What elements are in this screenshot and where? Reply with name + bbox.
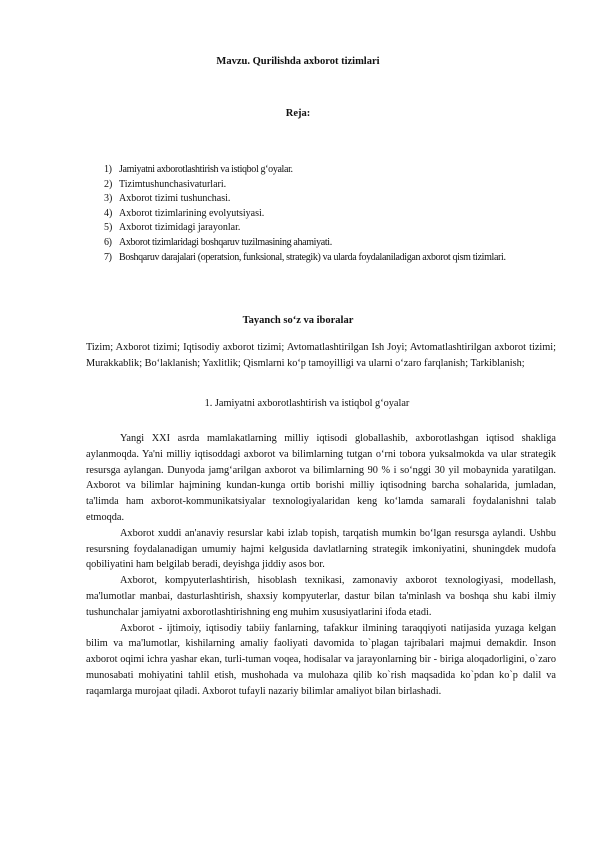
plan-item-text: Tizimtushunchasivaturlari. xyxy=(119,178,227,190)
plan-item xyxy=(104,207,556,222)
plan-item-text: Axborot tizimlarining evolyutsiyasi. xyxy=(119,207,265,219)
paragraph: Yangi XXI asrda mamlakatlarning milliy iqtisodi globallashib, axborotlashgan iqtisod shakliga aylanmoqda. Ya'ni milliy iqtisoddagi axborot va bilimlarning tutgan o‘rni tobora yuksalmokda va ular strategik resursga aylangan. Dunyoda jamg‘arilgan axborot va bilimlarning 90 % i so‘nggi 30 yil mobaynida yaratilgan. Axborot va bilimlar hajmining kundan-kunga ortib borishi milliy iqtisodning barcha sohalarida, jumladan, ta'limda ham axborot-kommunikatsiyalar texnologiyalaridan keng ko‘lamda samarali foydalanishni talab etmoqda. xyxy=(86,433,556,523)
paragraph: Axborot - ijtimoiy, iqtisodiy tabiiy fanlarning, tafakkur ilmining taraqqiyoti natijasida yuzaga kelgan bilim va ma'lumotlar, kishilarning amaliy faoliyati davomida to`plagan tajribalari majmui demakdir. Inson axborot oqimi ichra yashar ekan, turli-tuman voqea, hodisalar va jarayonlarning bir - biriga aloqadorligini, o`zaro munosabati mohiyatini tahlil etish, mushohada va mulohaza qilib ko`rish maqsadida ko`pdan ko`p dalil va raqamlarga murojaat qiladi. Axborot tufayli nazariy bilimlar amaliyot bilan birlashadi. xyxy=(86,622,556,697)
plan-item xyxy=(104,221,556,236)
body-text xyxy=(86,431,556,700)
plan-item-number: 5) xyxy=(104,222,113,234)
page-title: Mavzu. Qurilishda axborot tizimlari xyxy=(216,56,380,67)
plan-item-number: 2) xyxy=(104,178,113,190)
plan-item xyxy=(104,192,556,207)
plan-heading: Reja: xyxy=(285,108,311,119)
paragraph: Axborot, kompyuterlashtirish, hisoblash texnikasi, zamonaviy axborot texnologiyasi, modellash, ma'lumotlar manbai, dasturlashtirish, shaxsiy kompyuterlar, dastur bilan ta'minlash va boshqa shu kabi ilmiy tushunchalar jamiyatni axborotlashtirishning eng muhim xususiyatlarini ifoda etadi. xyxy=(86,575,556,618)
plan-item-text: Boshqaruv darajalari (operatsion, funksional, strategik) va ularda foydalaniladigan axborot qism tizimlari. xyxy=(119,251,506,263)
section-heading: 1. Jamiyatni axborotlashtirish va istiqbol g‘oyalar xyxy=(204,398,410,409)
plan-item xyxy=(104,178,556,193)
paragraph: Axborot xuddi an'anaviy resurslar kabi izlab topish, tarqatish mumkin bo‘lgan resursga aylandi. Ushbu resursning foydalanadigan umumiy hajmi kelgusida davlatlarning strategik imkoniyatini, shuningdek mudofa qobiliyatini ham belgilab beradi, deyishga jiddiy asos bor. xyxy=(86,527,556,571)
plan-item-text: Jamiyatni axborotlashtirish va istiqbol g‘oyalar. xyxy=(119,164,293,175)
keywords-heading: Tayanch so‘z va iboralar xyxy=(242,315,354,326)
plan-item xyxy=(104,163,556,178)
plan-item-number: 4) xyxy=(104,207,113,219)
plan-item-number: 1) xyxy=(104,164,112,175)
plan-item-text: Axborot tizimidagi jarayonlar. xyxy=(119,222,241,234)
keywords-text: Tizim; Axborot tizimi; Iqtisodiy axborot tizimi; Avtomatlashtirilgan Ish Joyi; Avtomatlashtirilgan axborot tizimi; Murakkablik; Bo‘laklanish; Yaxlitlik; Qismlarni ko‘p tamoyilligi va ularni o‘zaro farqlanish; Tarkiblanish; xyxy=(86,342,556,370)
plan-item-text: Axborot tizimi tushunchasi. xyxy=(119,193,231,205)
plan-list xyxy=(104,163,556,265)
plan-item-number: 3) xyxy=(104,193,113,205)
plan-item xyxy=(104,251,556,266)
plan-item xyxy=(104,236,556,251)
plan-item-number: 7) xyxy=(104,251,112,263)
plan-item-text: Axborot tizimlaridagi boshqaruv tuzilmasining ahamiyati. xyxy=(119,236,332,248)
plan-item-number: 6) xyxy=(104,236,112,248)
